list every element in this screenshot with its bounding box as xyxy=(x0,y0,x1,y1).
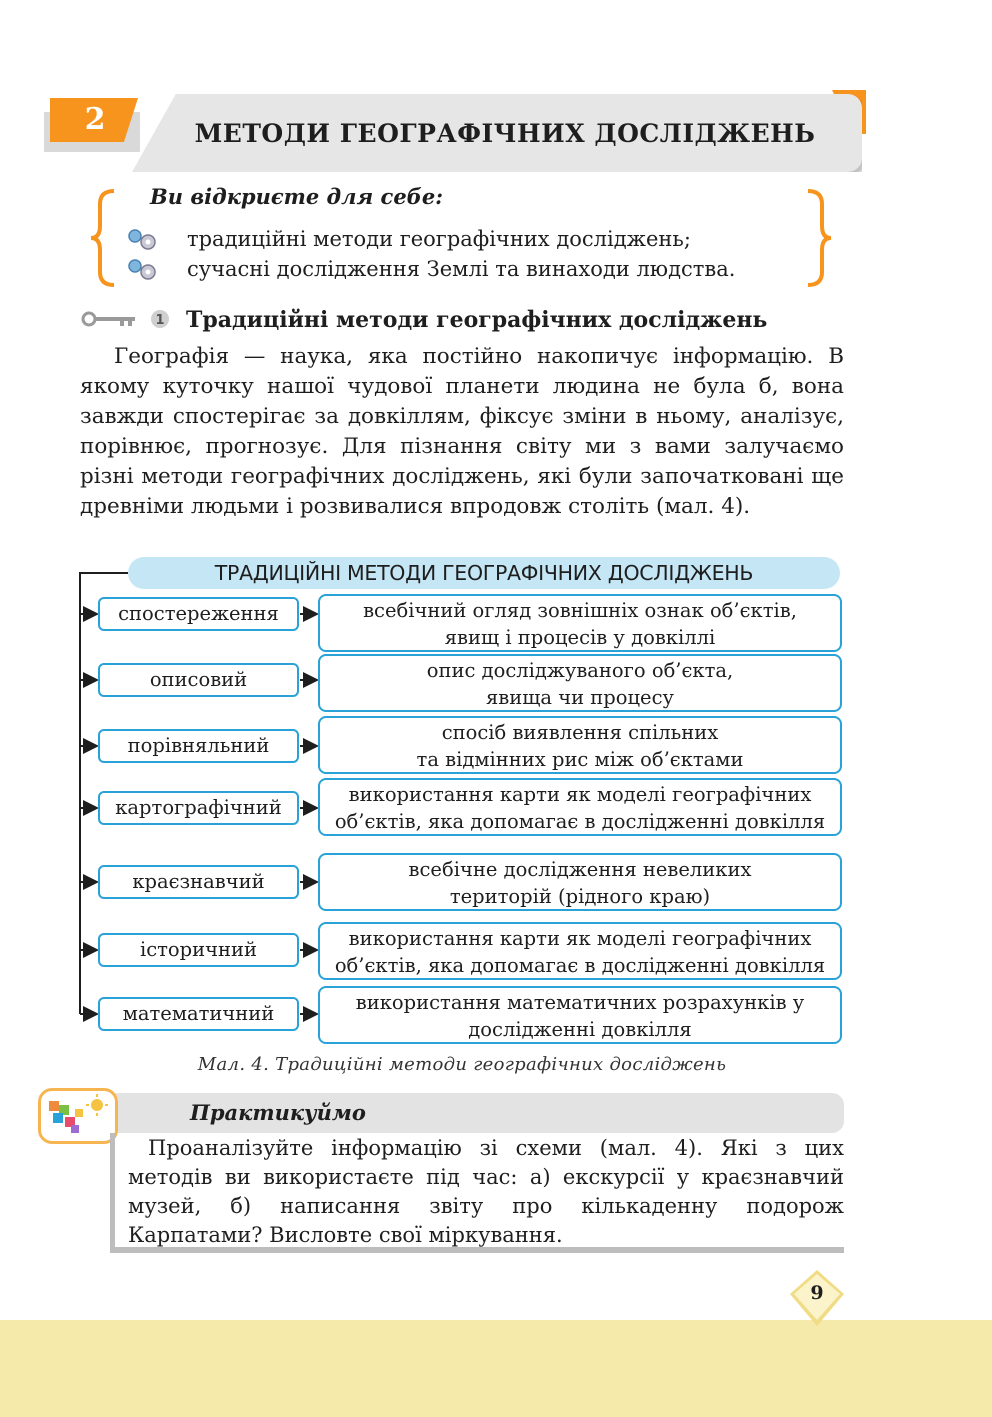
description-line: спосіб виявлення спільних xyxy=(441,721,719,744)
section-number: 1 xyxy=(155,313,165,328)
description-line: явищ і процесів у довкіллі xyxy=(444,626,716,649)
method-box: краєзнавчий xyxy=(98,865,299,899)
practice-left-border xyxy=(110,1133,115,1253)
method-description-box xyxy=(318,778,842,836)
intro-item-2: сучасні дослідження Землі та винаходи людства. xyxy=(187,257,736,281)
lesson-number: 2 xyxy=(84,102,106,137)
intro-heading: Ви відкриєте для себе: xyxy=(150,184,443,209)
scheme-title: ТРАДИЦІЙНІ МЕТОДИ ГЕОГРАФІЧНИХ ДОСЛІДЖЕНЬ xyxy=(214,561,754,585)
method-box: історичний xyxy=(98,933,299,967)
description-line: всебічний огляд зовнішніх ознак об’єктів, xyxy=(363,599,797,622)
description-line: об’єктів, яка допомагає в дослідженні довкілля xyxy=(334,810,826,833)
method-box: картографічний xyxy=(98,791,299,825)
method-description-box xyxy=(318,716,842,774)
description-line: дослідженні довкілля xyxy=(468,1018,692,1041)
method-box: математичний xyxy=(98,997,299,1031)
practice-title: Практикуймо xyxy=(190,1100,366,1125)
method-description-box xyxy=(318,654,842,712)
description-line: всебічне дослідження невеликих xyxy=(408,858,752,881)
description-line: об’єктів, яка допомагає в дослідженні довкілля xyxy=(334,954,826,977)
description-line: використання математичних розрахунків у xyxy=(355,991,805,1014)
method-description-box xyxy=(318,922,842,980)
footer-band xyxy=(0,1320,992,1417)
method-box: спостереження xyxy=(98,597,299,631)
page-title: МЕТОДИ ГЕОГРАФІЧНИХ ДОСЛІДЖЕНЬ xyxy=(194,119,816,148)
method-description-box xyxy=(318,853,842,911)
figure-caption: Мал. 4. Традиційні методи географічних досліджень xyxy=(197,1054,727,1075)
section-title: Традиційні методи географічних досліджень xyxy=(186,307,768,333)
description-line: та відмінних рис між об’єктами xyxy=(416,748,744,771)
page-number: 9 xyxy=(810,1282,824,1304)
description-line: територій (рідного краю) xyxy=(449,885,711,908)
method-box: описовий xyxy=(98,663,299,697)
description-line: використання карти як моделі географічних xyxy=(348,927,812,950)
puzzle-icon xyxy=(41,1091,115,1141)
description-line: використання карти як моделі географічних xyxy=(348,783,812,806)
body-paragraph: Географія — наука, яка постійно накопичує інформацію. В якому куточку нашої чудової планети людина не була б, вона завжди спостерігає за довкіллям, фіксує зміни в ньому, аналізує, порівнює, прогнозує. Для пізнання світу ми з вами залучаємо різні методи географічних досліджень, які були започатковані ще древніми людьми і розвивалися впродовж століть (мал. 4). xyxy=(80,344,844,519)
practice-icon-frame xyxy=(38,1088,118,1144)
method-box: порівняльний xyxy=(98,729,299,763)
method-description-box xyxy=(318,986,842,1044)
intro-item-1: традиційні методи географічних досліджень; xyxy=(187,227,691,251)
description-line: явища чи процесу xyxy=(485,686,674,709)
method-description-box xyxy=(318,594,842,652)
practice-text: Проаналізуйте інформацію зі схеми (мал. 4). Які з цих методів ви використаєте під час: а) екскурсії у краєзнавчий музей, б) написання звіту про кількаденну подорож Карпатами? Висловте свої міркування. xyxy=(128,1136,844,1247)
description-line: опис досліджуваного об’єкта, xyxy=(426,659,734,682)
